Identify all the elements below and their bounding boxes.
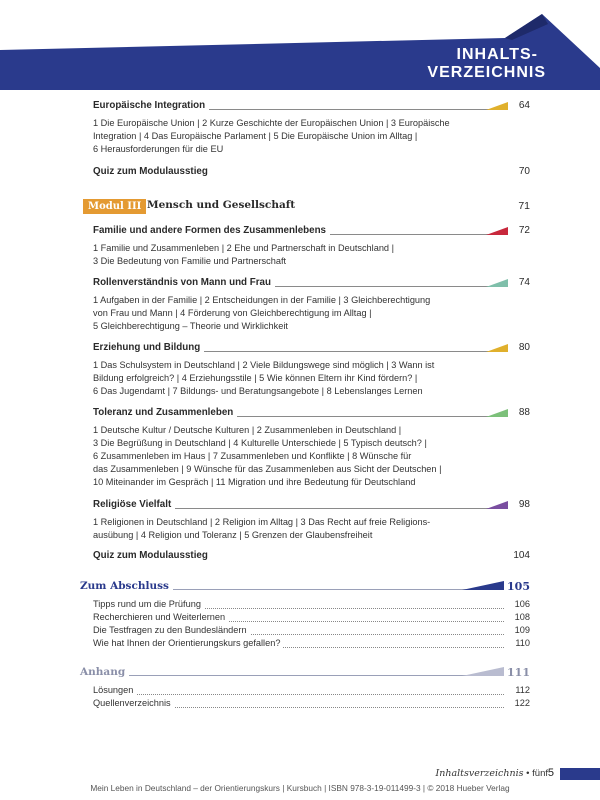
footer-page-number: 5 <box>547 767 554 779</box>
topic-line: 10 Miteinander im Gespräch | 11 Migration und ihre Bedeutung für Deutschland <box>93 477 416 487</box>
footer-credit: Mein Leben in Deutschland – der Orientierungskurs | Kursbuch | ISBN 978-3-19-011499-3 | © 2018 Hueber Verlag <box>90 783 510 793</box>
section-wedge-icon <box>486 279 508 287</box>
page-number: 122 <box>514 698 530 708</box>
page-number: 111 <box>507 666 530 679</box>
section-topics <box>93 293 530 333</box>
modul-title: Mensch und Gesellschaft <box>147 199 296 211</box>
toc-entry[interactable] <box>93 599 530 612</box>
page-number: 70 <box>518 166 530 177</box>
section-topics <box>93 358 530 398</box>
section-wedge-icon <box>486 102 508 110</box>
footer-bullet: • <box>526 768 530 779</box>
toc-section-europaeische-integration[interactable] <box>93 100 530 156</box>
toc-entry[interactable] <box>93 625 530 638</box>
entry-title: Tipps rund um die Prüfung <box>93 599 204 609</box>
entry-title: Recherchieren und Weiterlernen <box>93 612 228 622</box>
topic-line: 1 Aufgaben in der Familie | 2 Entscheidungen in der Familie | 3 Gleichberechtigung <box>93 295 431 305</box>
quiz-title: Quiz zum Modulausstieg <box>93 550 212 561</box>
topic-line: das Zusammenleben | 9 Wünsche für das Zusammenleben aus Sicht der Deutschen | <box>93 464 442 474</box>
page-number: 72 <box>518 225 530 236</box>
topic-line: 1 Das Schulsystem in Deutschland | 2 Viele Bildungswege sind möglich | 3 Wann ist <box>93 360 435 370</box>
leader-dots <box>93 694 504 695</box>
toc-section-toleranz[interactable] <box>93 407 530 489</box>
toc-chapter-anhang[interactable] <box>80 666 530 682</box>
section-wedge-icon <box>486 501 508 509</box>
footer-color-bar <box>560 768 600 780</box>
page-number: 110 <box>515 638 530 648</box>
topic-line: 1 Die Europäische Union | 2 Kurze Geschichte der Europäischen Union | 3 Europäische <box>93 118 450 128</box>
quiz-title: Quiz zum Modulausstieg <box>93 166 212 177</box>
topic-line: 1 Deutsche Kultur / Deutsche Kulturen | 2 Zusammenleben in Deutschland | <box>93 425 402 435</box>
toc-entry[interactable] <box>93 638 530 651</box>
chapter-rule <box>80 675 504 676</box>
page-number: 88 <box>518 407 530 418</box>
toc-chapter-abschluss[interactable] <box>80 580 530 596</box>
page-number: 105 <box>507 580 530 593</box>
page-title-line1: INHALTS- <box>456 46 538 63</box>
toc-entry[interactable] <box>93 685 530 698</box>
topic-line: ausübung | 4 Religion und Toleranz | 5 Grenzen der Glaubensfreiheit <box>93 530 373 540</box>
modul-header[interactable] <box>83 199 530 217</box>
page-number: 108 <box>514 612 530 622</box>
toc-quiz-1[interactable] <box>93 166 530 180</box>
toc-section-rollenverstaendnis[interactable] <box>93 277 530 333</box>
footer-label: Inhaltsverzeichnis <box>435 768 524 779</box>
page-number: 106 <box>514 599 530 609</box>
section-wedge-icon <box>486 227 508 235</box>
topic-line: Bildung erfolgreich? | 4 Erziehungsstile | 5 Wie können Eltern ihr Kind fördern? | <box>93 373 418 383</box>
page-number: 112 <box>515 685 530 695</box>
topic-line: 5 Gleichberechtigung – Theorie und Wirklichkeit <box>93 321 288 331</box>
topic-line: 6 Zusammenleben im Haus | 7 Zusammenleben und Konflikte | 8 Wünsche für <box>93 451 412 461</box>
page-number: 74 <box>518 277 530 288</box>
entry-title: Wie hat Ihnen der Orientierungskurs gefallen? <box>93 638 283 648</box>
section-title: Europäische Integration <box>93 100 209 111</box>
footer-word: fünf <box>532 768 548 779</box>
running-footer <box>435 768 548 779</box>
page-number: 98 <box>518 499 530 510</box>
section-topics <box>93 515 530 542</box>
topic-line: 1 Familie und Zusammenleben | 2 Ehe und Partnerschaft in Deutschland | <box>93 243 394 253</box>
topic-line: 6 Das Jugendamt | 7 Bildungs- und Beratungsangebote | 8 Lebenslanges Lernen <box>93 386 423 396</box>
section-wedge-icon <box>486 344 508 352</box>
toc-entry[interactable] <box>93 612 530 625</box>
page-number: 71 <box>518 200 530 212</box>
modul-badge: Modul III <box>83 199 146 214</box>
chapter-title: Anhang <box>80 666 129 678</box>
page-number: 64 <box>518 100 530 111</box>
chapter-title: Zum Abschluss <box>80 580 173 592</box>
section-topics <box>93 116 530 156</box>
topic-line: Integration | 4 Das Europäische Parlament | 5 Die Europäische Union im Alltag | <box>93 131 418 141</box>
topic-line: 3 Die Begrüßung in Deutschland | 4 Kulturelle Unterschiede | 5 Typisch deutsch? | <box>93 438 427 448</box>
page-number: 109 <box>514 625 530 635</box>
section-title: Religiöse Vielfalt <box>93 499 175 510</box>
toc-section-familie[interactable] <box>93 225 530 268</box>
section-title: Rollenverständnis von Mann und Frau <box>93 277 275 288</box>
section-title: Toleranz und Zusammenleben <box>93 407 237 418</box>
topic-line: von Frau und Mann | 4 Förderung von Gleichberechtigung im Alltag | <box>93 308 372 318</box>
section-wedge-icon <box>486 409 508 417</box>
toc-quiz-2[interactable] <box>93 550 530 564</box>
topic-line: 6 Herausforderungen für die EU <box>93 144 224 154</box>
topic-line: 3 Die Bedeutung von Familie und Partnerschaft <box>93 256 287 266</box>
toc-section-erziehung[interactable] <box>93 342 530 398</box>
section-title: Familie und andere Formen des Zusammenlebens <box>93 225 330 236</box>
section-topics <box>93 241 530 268</box>
toc-section-religioese-vielfalt[interactable] <box>93 499 530 542</box>
section-title: Erziehung und Bildung <box>93 342 204 353</box>
topic-line: 1 Religionen in Deutschland | 2 Religion im Alltag | 3 Das Recht auf freie Religions- <box>93 517 431 527</box>
entry-title: Die Testfragen zu den Bundesländern <box>93 625 250 635</box>
chapter-wedge-icon <box>462 667 504 676</box>
page-number: 80 <box>518 342 530 353</box>
page-number: 104 <box>513 550 530 561</box>
section-topics <box>93 423 530 489</box>
chapter-wedge-icon <box>462 581 504 590</box>
entry-title: Quellenverzeichnis <box>93 698 174 708</box>
page-title-line2: VERZEICHNIS <box>427 64 546 81</box>
entry-title: Lösungen <box>93 685 136 695</box>
toc-entry[interactable] <box>93 698 530 711</box>
